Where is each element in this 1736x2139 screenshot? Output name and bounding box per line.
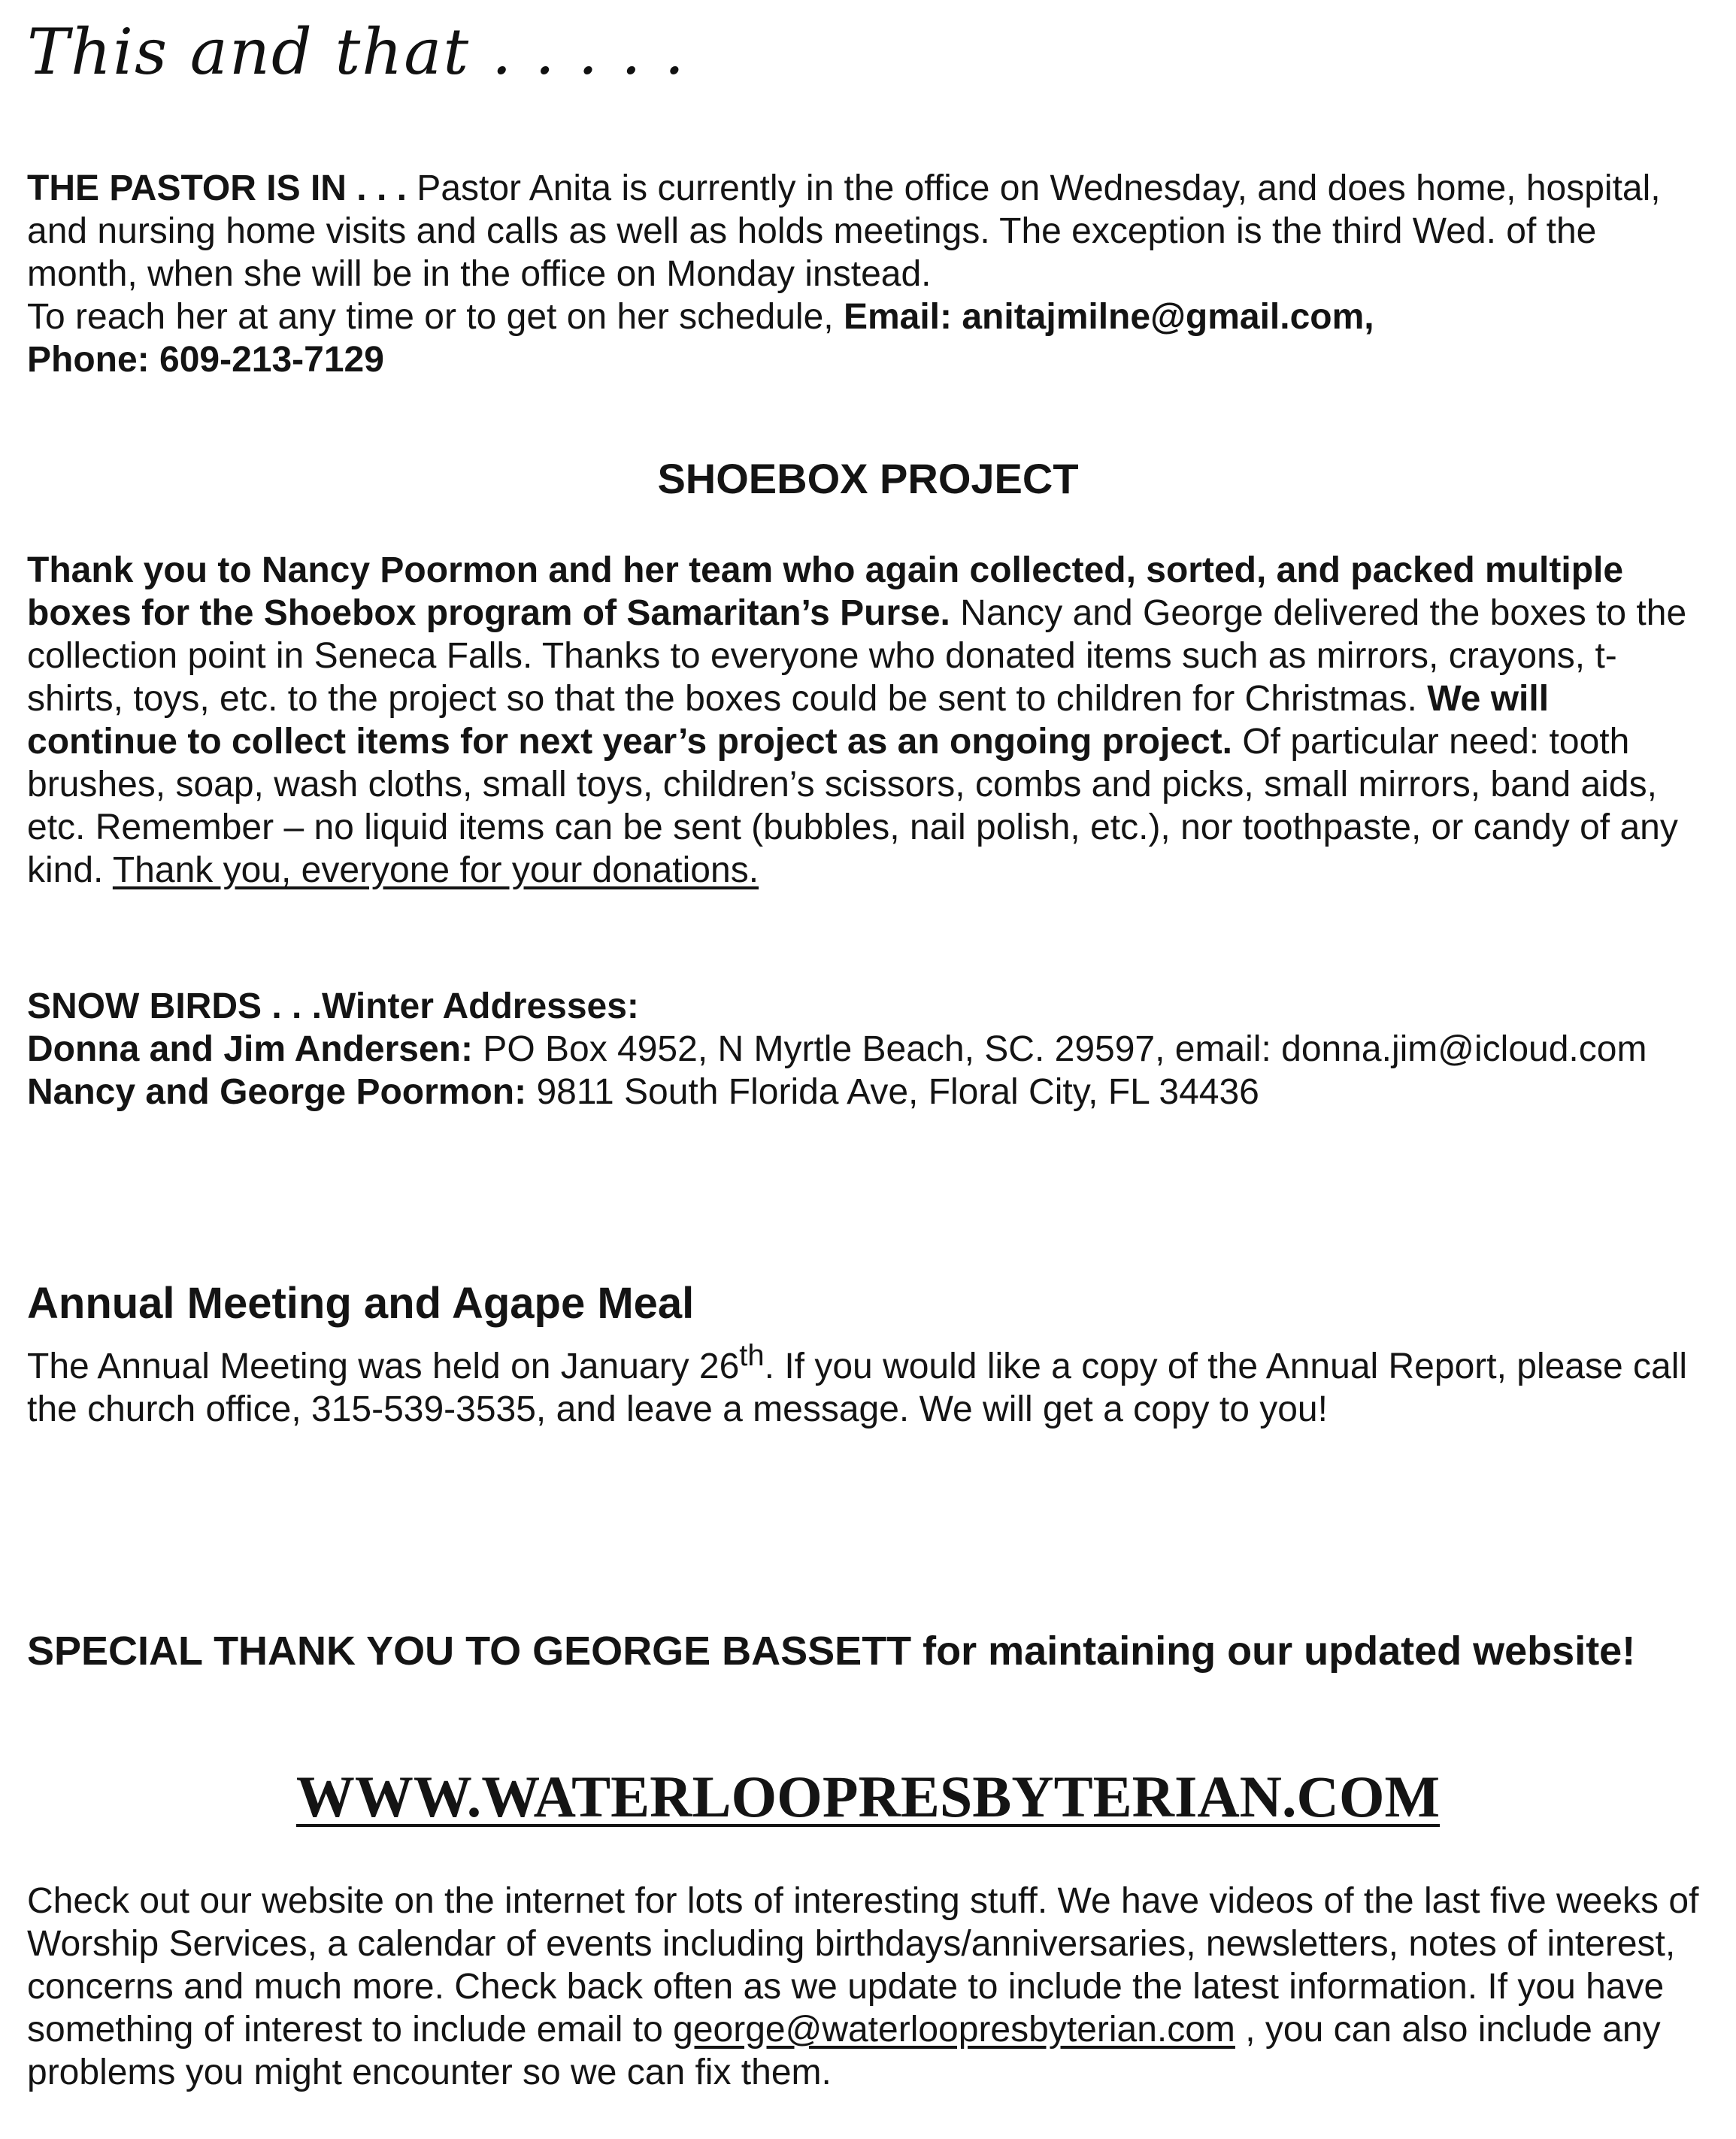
- snowbirds-poormon: [27, 1071, 1704, 1113]
- annual-section: [27, 1335, 1704, 1431]
- website-email-link[interactable]: george@waterloopresbyterian.com: [673, 2010, 1235, 2050]
- snowbirds-heading-line: [27, 985, 1704, 1028]
- snowbirds-andersen: [27, 1028, 1704, 1071]
- snowbirds-section: [27, 985, 1704, 1113]
- shoebox-thanks-bold: Thank you to Nancy Poormon and her team who again collected, sorted, and packed multiple boxes for the Shoebox program of Samaritan’s Purse.: [27, 550, 1624, 633]
- annual-superscript: th: [739, 1339, 765, 1372]
- pastor-contact-text: To reach her at any time or to get on her schedule,: [27, 297, 844, 337]
- website-text-2: , you can also include any problems you might encounter so we can fix them.: [27, 2010, 1661, 2092]
- shoebox-thanks-underlined: Thank you, everyone for your donations.: [112, 850, 759, 890]
- pastor-contact: [27, 295, 1704, 338]
- snowbirds-name-1: Donna and Jim Andersen:: [27, 1029, 473, 1069]
- annual-heading: Annual Meeting and Agape Meal: [27, 1279, 695, 1328]
- website-section: [27, 1880, 1719, 2094]
- pastor-lead: THE PASTOR IS IN . . .: [27, 168, 407, 208]
- snowbirds-heading: SNOW BIRDS . . .Winter Addresses:: [27, 986, 639, 1026]
- website-url[interactable]: WWW.WATERLOOPRESBYTERIAN.COM: [295, 1764, 1441, 1829]
- annual-text-1: The Annual Meeting was held on January 26: [27, 1347, 740, 1386]
- annual-paragraph: [27, 1335, 1704, 1431]
- snowbirds-name-2: Nancy and George Poormon:: [27, 1072, 527, 1112]
- pastor-text: Pastor Anita is currently in the office on Wednesday, and does home, hospital, and nursing home visits and calls as well as holds meetings. The exception is the third Wed. of the month, when she will be in the office on Monday instead.: [27, 168, 1661, 294]
- shoebox-heading: SHOEBOX PROJECT: [657, 455, 1079, 502]
- snowbirds-address-1: PO Box 4952, N Myrtle Beach, SC. 29597, email: donna.jim@icloud.com: [472, 1029, 1647, 1069]
- shoebox-paragraph: [27, 549, 1704, 892]
- pastor-paragraph: [27, 167, 1704, 295]
- shoebox-text-1: Nancy and George delivered the boxes to the collection point in Seneca Falls. Thanks to everyone who donated items such as mirrors, crayons, t-shirts, toys, etc. to the project so that the boxes could be sent to children for Christmas.: [27, 593, 1687, 719]
- snowbirds-address-2: 9811 South Florida Ave, Floral City, FL 34436: [526, 1072, 1259, 1112]
- pastor-section: [27, 167, 1704, 381]
- special-thanks-heading: SPECIAL THANK YOU TO GEORGE BASSETT for maintaining our updated website!: [27, 1628, 1636, 1674]
- page-title: This and that . . . . .: [27, 15, 686, 89]
- pastor-email: Email: anitajmilne@gmail.com,: [843, 297, 1374, 337]
- shoebox-ongoing-bold: We will continue to collect items for next year’s project as an ongoing project.: [27, 679, 1550, 762]
- pastor-phone: Phone: 609-213-7129: [27, 340, 384, 380]
- shoebox-section: [27, 549, 1704, 892]
- annual-text-2: . If you would like a copy of the Annual Report, please call the church office, 315-539-3535, and leave a message. We will get a copy to you!: [27, 1347, 1688, 1429]
- pastor-phone-line: [27, 338, 1704, 381]
- website-paragraph: [27, 1880, 1719, 2094]
- website-text-1: Check out our website on the internet for lots of interesting stuff. We have videos of the last five weeks of Worship Services, a calendar of events including birthdays/anniversaries, newsletters, notes of interest, concerns and much more. Check back often as we update to include the latest information. If you have something of interest to include email to: [27, 1881, 1699, 2050]
- shoebox-text-2: Of particular need: tooth brushes, soap, wash cloths, small toys, children’s scissors, combs and picks, small mirrors, band aids, etc. Remember – no liquid items can be sent (bubbles, nail polish, etc.), nor toothpaste, or candy of any kind.: [27, 722, 1678, 890]
